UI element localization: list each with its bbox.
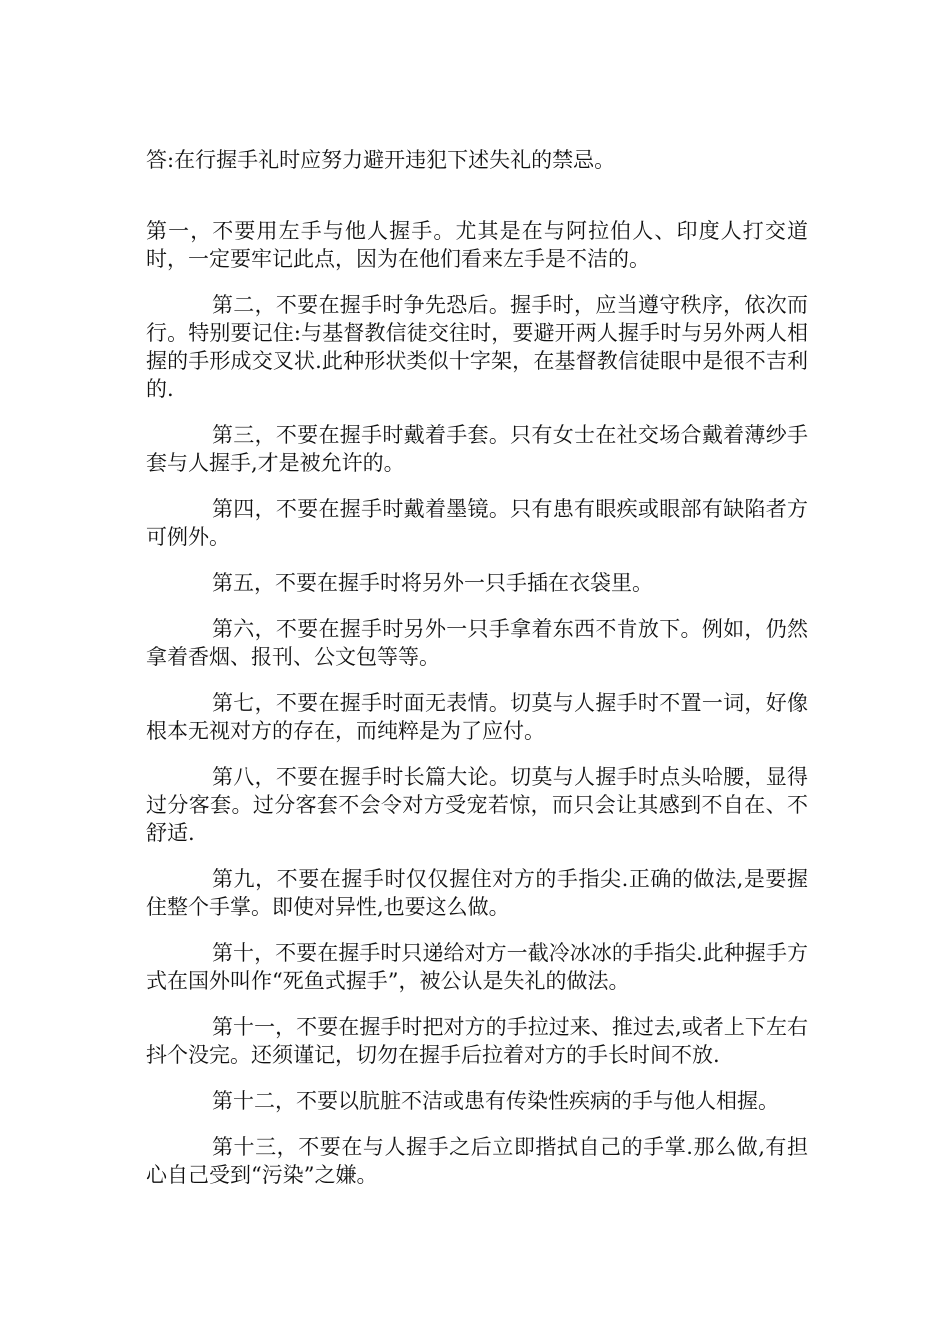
paragraph-8: 第八，不要在握手时长篇大论。切莫与人握手时点头哈腰，显得过分客套。过分客套不会令对方受宠若惊，而只会让其感到不自在、不舒适. [146, 765, 808, 845]
paragraph-7: 第七，不要在握手时面无表情。切莫与人握手时不置一词，好像根本无视对方的存在，而纯粹是为了应付。 [146, 691, 808, 743]
paragraph-3: 第三，不要在握手时戴着手套。只有女士在社交场合戴着薄纱手套与人握手,才是被允许的。 [146, 423, 808, 475]
paragraph-9: 第九，不要在握手时仅仅握住对方的手指尖.正确的做法,是要握住整个手掌。即使对异性,也要这么做。 [146, 867, 808, 919]
paragraph-5: 第五，不要在握手时将另外一只手插在衣袋里。 [212, 571, 653, 595]
paragraph-6: 第六，不要在握手时另外一只手拿着东西不肯放下。例如，仍然拿着香烟、报刊、公文包等等。 [146, 617, 808, 669]
document-body [146, 146, 808, 1207]
paragraph-11: 第十一，不要在握手时把对方的手拉过来、推过去,或者上下左右抖个没完。还须谨记，切勿在握手后拉着对方的手长时间不放. [146, 1015, 808, 1067]
paragraph-1: 第一，不要用左手与他人握手。尤其是在与阿拉伯人、印度人打交道时，一定要牢记此点，因为在他们看来左手是不洁的。 [146, 219, 808, 271]
paragraph-2: 第二，不要在握手时争先恐后。握手时，应当遵守秩序，依次而行。特别要记住:与基督教信徒交往时，要避开两人握手时与另外两人相握的手形成交叉状.此种形状类似十字架，在基督教信徒眼中是很不吉利的. [146, 293, 808, 401]
intro-paragraph: 答:在行握手礼时应努力避开违犯下述失礼的禁忌。 [146, 148, 616, 172]
paragraph-12: 第十二，不要以肮脏不洁或患有传染性疾病的手与他人相握。 [212, 1089, 779, 1113]
paragraph-10: 第十，不要在握手时只递给对方一截冷冰冰的手指尖.此种握手方式在国外叫作“死鱼式握手”，被公认是失礼的做法。 [146, 941, 808, 993]
paragraph-4: 第四，不要在握手时戴着墨镜。只有患有眼疾或眼部有缺陷者方可例外。 [146, 497, 808, 549]
paragraph-13: 第十三，不要在与人握手之后立即揩拭自己的手掌.那么做,有担心自己受到“污染”之嫌。 [146, 1135, 808, 1187]
